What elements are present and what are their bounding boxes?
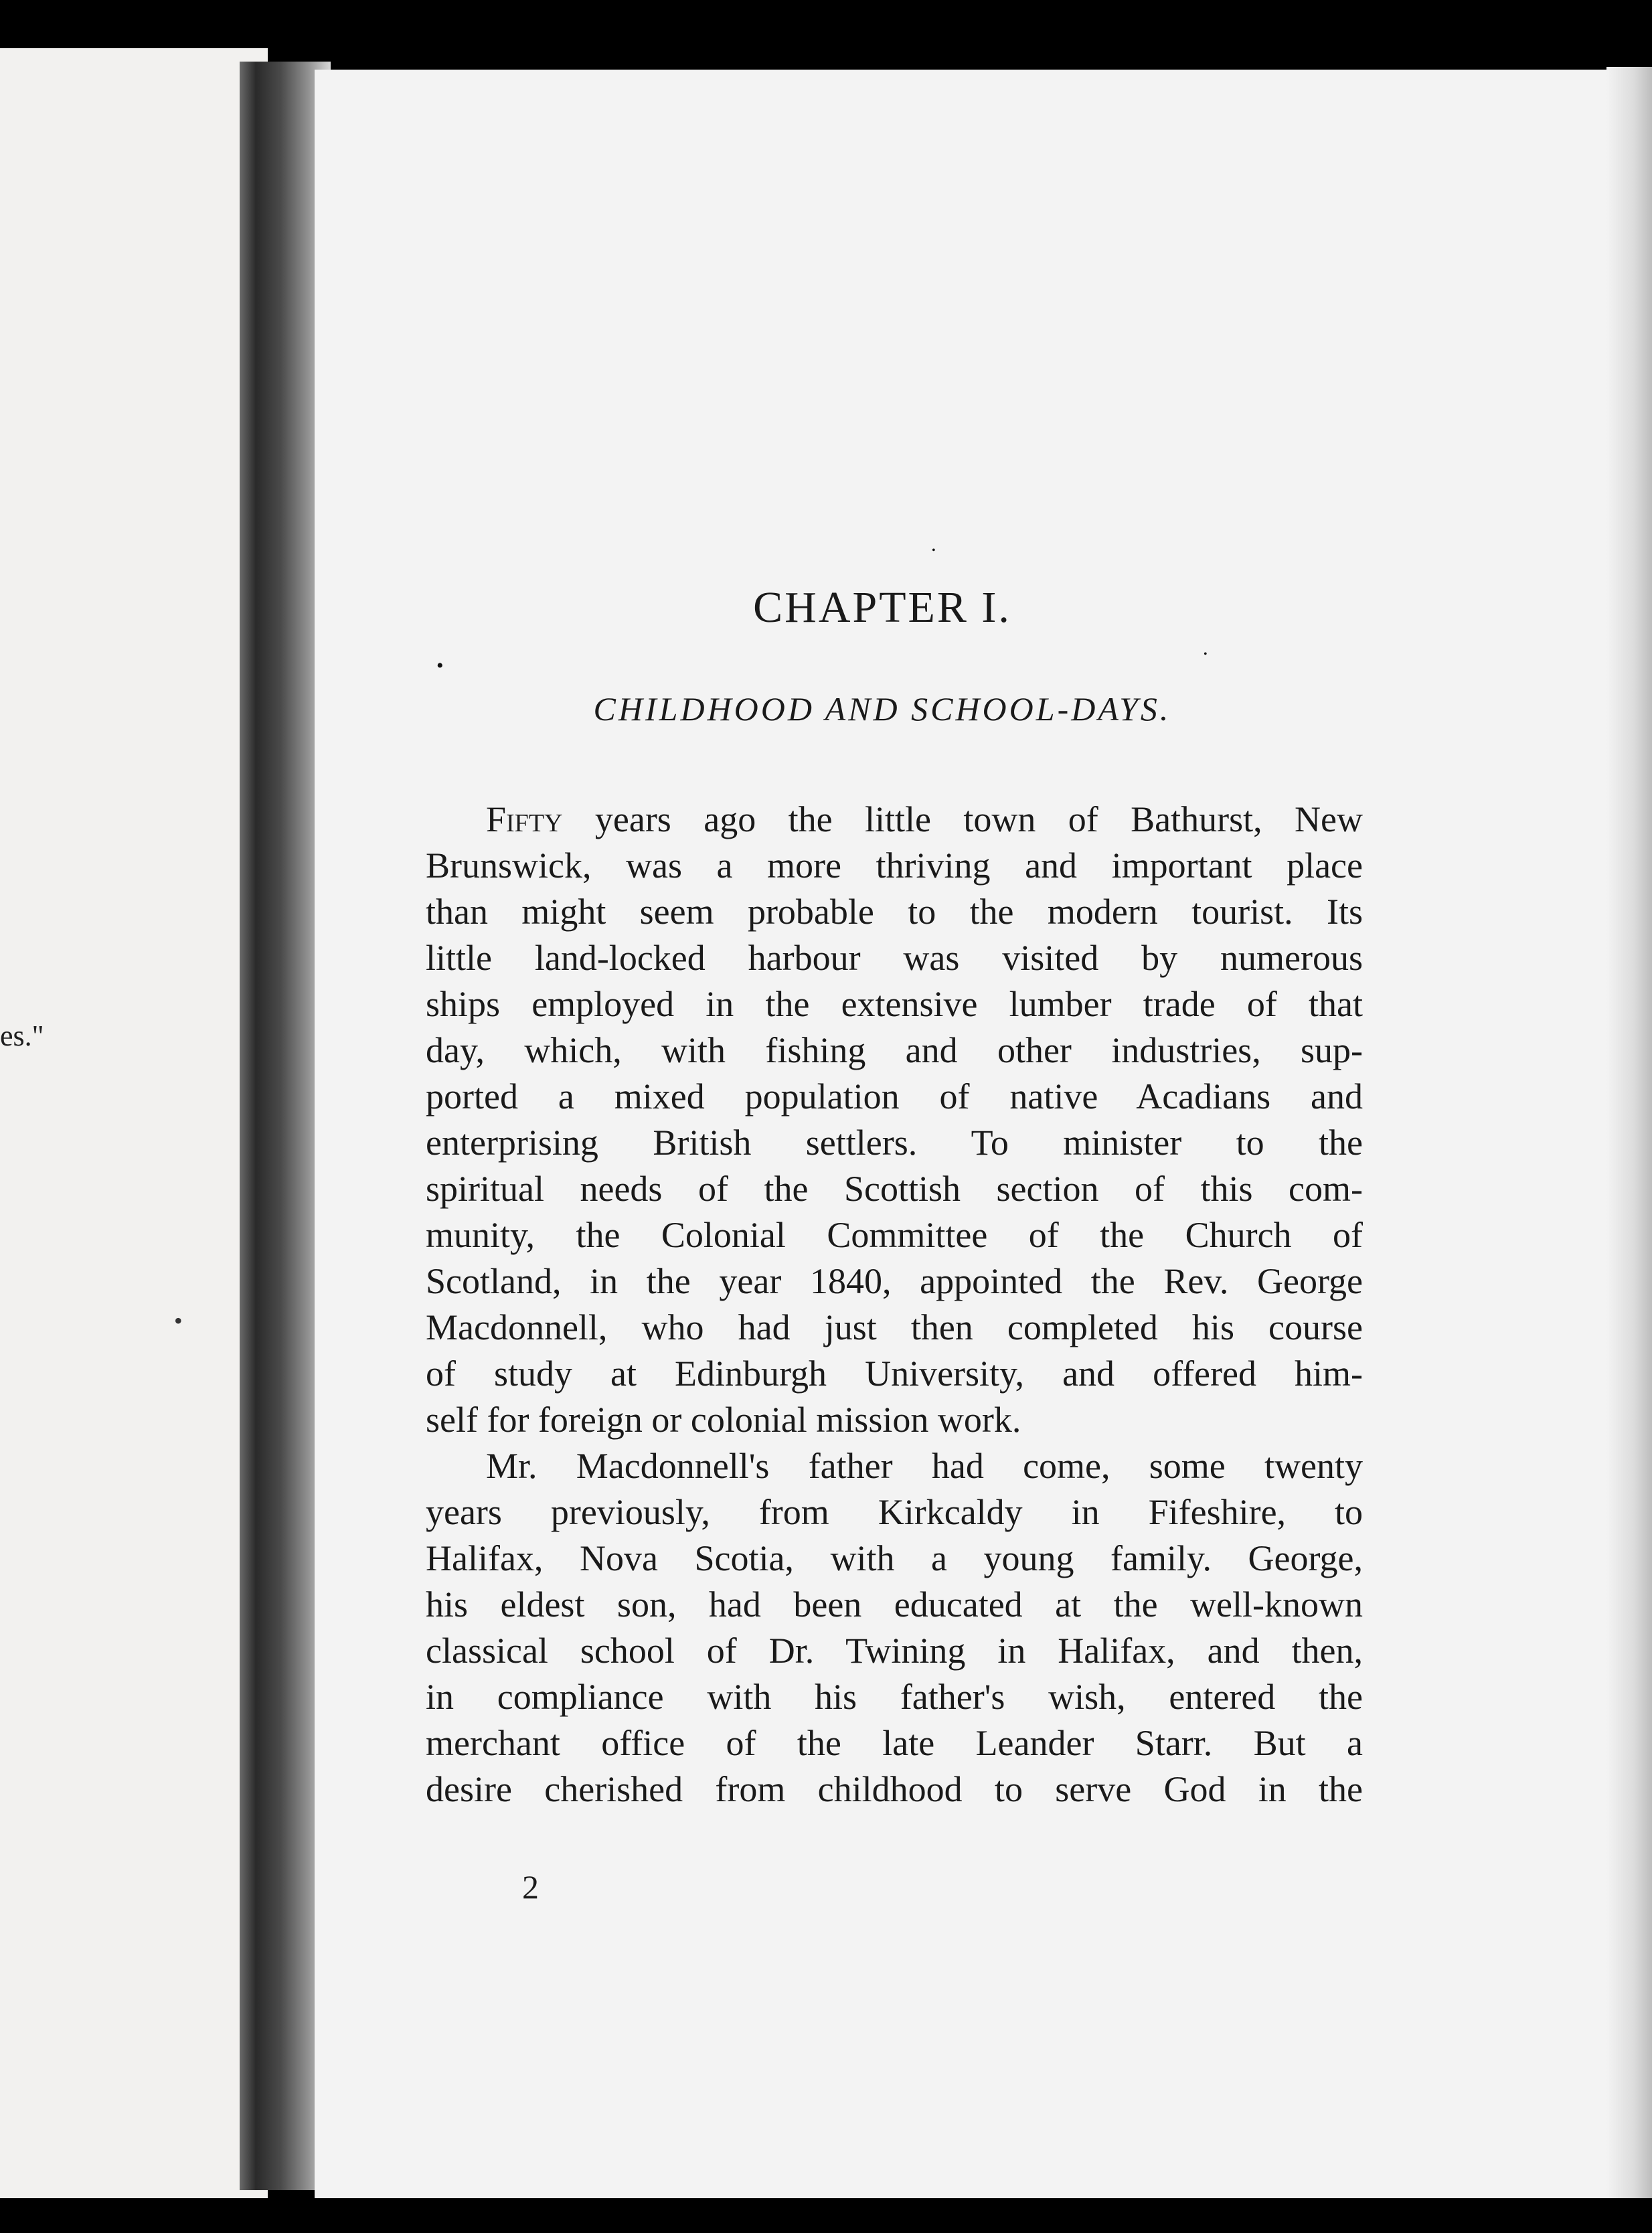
text-line: than might seem probable to the modern tourist. Its [426, 892, 1363, 932]
ink-speck: • [1204, 649, 1208, 660]
text-line: desire cherished from childhood to serve God in the [426, 1769, 1363, 1809]
text-line: little land-locked harbour was visited by numerous [426, 938, 1363, 978]
text-line: spiritual needs of the Scottish section of this com- [426, 1169, 1363, 1209]
drop-lead-word: Fifty [486, 799, 563, 839]
text-line: Fifty years ago the little town of Bathurst, New [486, 799, 1363, 839]
right-page-edge [1606, 67, 1652, 2202]
left-page [0, 48, 268, 2204]
text-line: classical school of Dr. Twining in Halifax, and then, [426, 1631, 1363, 1671]
body-text [426, 797, 1363, 1813]
text-line: of study at Edinburgh University, and offered him- [426, 1353, 1363, 1394]
text-line: his eldest son, had been educated at the well-known [426, 1584, 1363, 1625]
text-line: merchant office of the late Leander Starr. But a [426, 1723, 1363, 1763]
ink-speck: • [174, 1307, 183, 1334]
text-line: Halifax, Nova Scotia, with a young family. George, [426, 1538, 1363, 1578]
chapter-subtitle: CHILDHOOD AND SCHOOL-DAYS. [593, 690, 1171, 728]
text-line: in compliance with his father's wish, entered the [426, 1677, 1363, 1717]
text-line: years previously, from Kirkcaldy in Fifeshire, to [426, 1492, 1363, 1532]
text-line: enterprising British settlers. To minister to the [426, 1123, 1363, 1163]
text-line: day, which, with fishing and other industries, sup- [426, 1030, 1363, 1070]
text-line: Mr. Macdonnell's father had come, some twenty [486, 1446, 1363, 1486]
text-line: Macdonnell, who had just then completed his course [426, 1307, 1363, 1347]
ink-speck: • [932, 545, 936, 556]
text-line: Brunswick, was a more thriving and important place [426, 845, 1363, 886]
chapter-heading: CHAPTER I. [753, 583, 1011, 632]
left-page-text-fragment: es." [0, 1019, 44, 1052]
text-line: ships employed in the extensive lumber trade of that [426, 984, 1363, 1024]
text-line: ported a mixed population of native Acadians and [426, 1076, 1363, 1116]
text-line: Scotland, in the year 1840, appointed the Rev. George [426, 1261, 1363, 1301]
text-line: munity, the Colonial Committee of the Church of [426, 1215, 1363, 1255]
scan-border-bottom [0, 2198, 1652, 2233]
page-number: 2 [522, 1868, 539, 1906]
text-line: self for foreign or colonial mission work. [426, 1400, 1021, 1440]
ink-speck: • [436, 655, 444, 677]
